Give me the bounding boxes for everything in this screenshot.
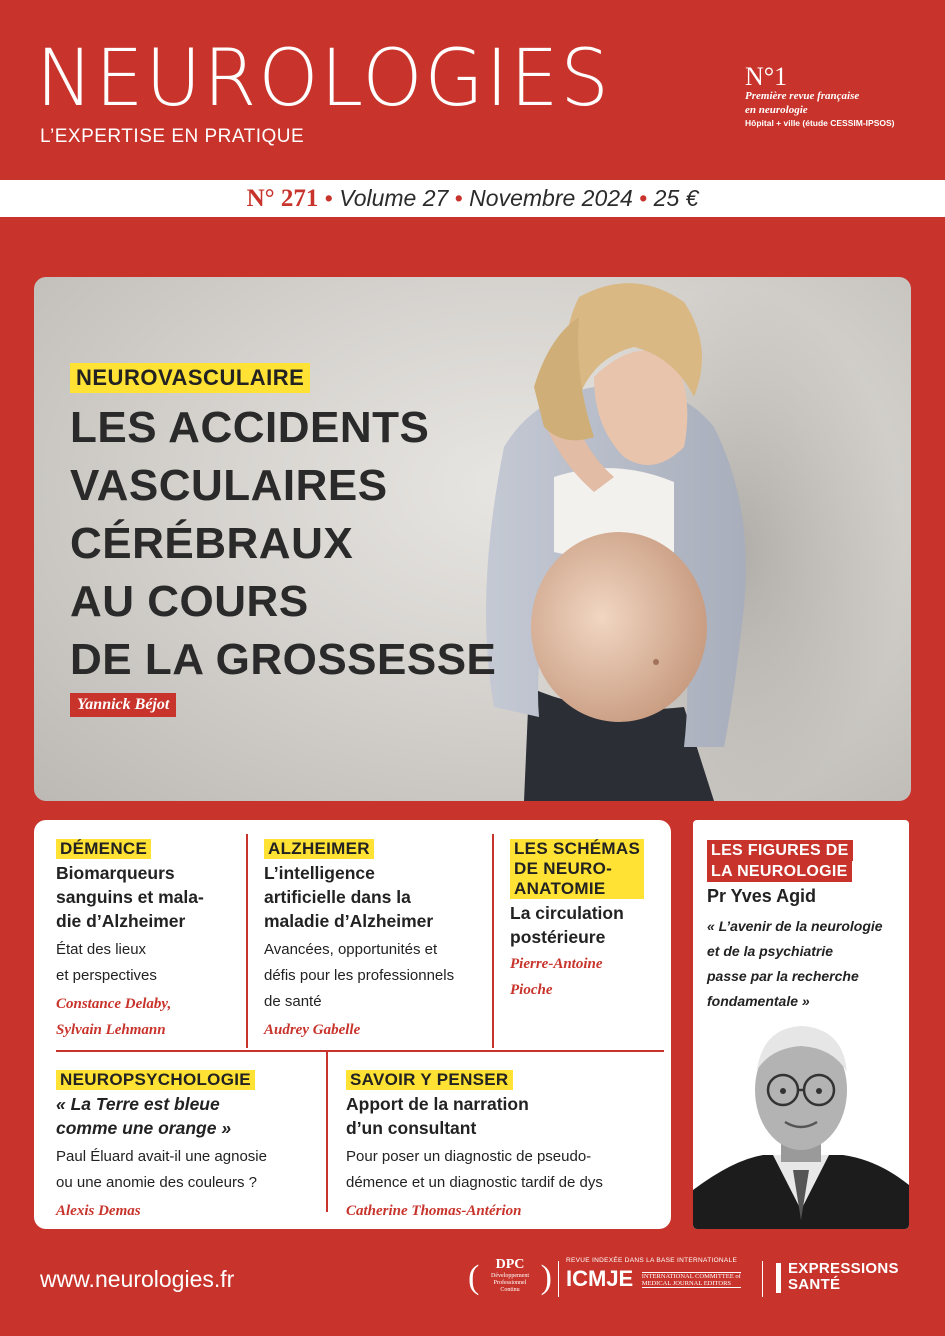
divider (762, 1261, 763, 1297)
title-line: La circulation (510, 903, 624, 923)
issue-volume: Volume 27 (339, 185, 449, 211)
issue-bar (0, 180, 945, 217)
description-line: Avancées, opportunités et (264, 941, 438, 958)
icmje-fullname (642, 1272, 741, 1288)
icmje-logo (566, 1257, 756, 1292)
divider (246, 834, 248, 1048)
headline-line: LES ACCIDENTS (70, 403, 430, 452)
divider (56, 1050, 664, 1052)
article-kicker (510, 839, 644, 899)
cover-story (34, 277, 911, 801)
title-line: d’un consultant (346, 1118, 477, 1138)
title-line: « La Terre est bleue (56, 1094, 220, 1114)
title-line: postérieure (510, 927, 606, 947)
publisher-line: EXPRESSIONS (788, 1260, 899, 1277)
author-line: Pioche (510, 982, 553, 998)
separator-dot: • (324, 185, 333, 211)
title-line: die d’Alzheimer (56, 911, 186, 931)
magazine-title: NEUROLOGIES (36, 34, 611, 124)
icmje-fullname-line: INTERNATIONAL COMMITTEE of (641, 1273, 741, 1280)
article-kicker: DÉMENCE (56, 839, 151, 859)
description-line: État des lieux (56, 941, 147, 958)
author-line: Alexis Demas (56, 1203, 141, 1219)
figures-panel (693, 820, 909, 1229)
publisher-line: SANTÉ (788, 1276, 841, 1293)
article-dementia (56, 839, 242, 1043)
figure-name: Pr Yves Agid (707, 886, 817, 906)
figures-kicker (707, 840, 853, 882)
publisher-logo (776, 1261, 899, 1293)
separator-dot: • (454, 185, 463, 211)
icmje-fullname-line: MEDICAL JOURNAL EDITORS (641, 1280, 732, 1287)
dpc-logo (470, 1257, 550, 1294)
dpc-sub: Développement (491, 1273, 529, 1279)
article-description (56, 1144, 322, 1196)
divider (326, 1052, 328, 1212)
article-neuropsychology (56, 1070, 322, 1224)
badge-line-3: Hôpital + ville (étude CESSIM-IPSOS) (745, 117, 895, 128)
dpc-sub: Professionnel (493, 1280, 527, 1286)
article-title (56, 861, 242, 933)
article-savoir-y-penser (346, 1070, 666, 1224)
article-author (346, 1198, 666, 1224)
dpc-label: DPC (495, 1257, 525, 1272)
article-description (56, 937, 242, 989)
quote-line: fondamentale » (707, 993, 810, 1009)
title-line: sanguins et mala- (56, 887, 204, 907)
icmje-wordmark: ICMJE (566, 1266, 634, 1291)
title-line: comme une orange » (56, 1118, 232, 1138)
description-line: ou une anomie des couleurs ? (56, 1174, 257, 1191)
article-author (56, 1198, 322, 1224)
title-line: artificielle dans la (264, 887, 411, 907)
author-line: Pierre-Antoine (510, 956, 603, 972)
author-line: Catherine Thomas-Antérion (346, 1203, 522, 1219)
footer-logos (470, 1255, 920, 1305)
article-alzheimer (264, 839, 490, 1043)
article-kicker: SAVOIR Y PENSER (346, 1070, 513, 1090)
paren-right-glyph: ) (540, 1259, 552, 1296)
quote-line: « L’avenir de la neurologie (707, 918, 883, 934)
ranking-badge (745, 64, 935, 129)
issue-price: 25 € (653, 185, 699, 211)
description-line: défis pour les professionnels (264, 967, 455, 984)
title-line: maladie d’Alzheimer (264, 911, 434, 931)
article-title (56, 1092, 322, 1140)
quote-line: et de la psychiatrie (707, 943, 834, 959)
description-line: de santé (264, 993, 322, 1010)
article-author (56, 991, 242, 1043)
dpc-sub: Continu (500, 1287, 520, 1293)
headline-line: DE LA GROSSESSE (70, 635, 497, 684)
badge-line-2: en neurologie (745, 103, 808, 116)
divider (492, 834, 494, 1048)
article-author (264, 1017, 490, 1043)
article-description (264, 937, 490, 1015)
magazine-tagline: L’EXPERTISE EN PRATIQUE (40, 126, 305, 147)
article-title (264, 861, 490, 933)
quote-line: passe par la recherche (707, 968, 859, 984)
headline-line: VASCULAIRES (70, 461, 388, 510)
masthead (0, 0, 945, 180)
issue-number: N° 271 (246, 185, 319, 212)
article-kicker: NEUROPSYCHOLOGIE (56, 1070, 255, 1090)
article-title (346, 1092, 666, 1140)
description-line: Paul Éluard avait-il une agnosie (56, 1148, 267, 1165)
badge-rank: N°1 (745, 62, 788, 91)
cover-story-author: Yannick Béjot (70, 693, 176, 717)
article-neuroanatomy (510, 839, 666, 1003)
issue-date: Novembre 2024 (469, 185, 633, 211)
paren-left-glyph: ( (468, 1259, 480, 1296)
cover-story-kicker: NEUROVASCULAIRE (70, 363, 310, 393)
cover-story-headline (70, 399, 496, 689)
website-url[interactable]: www.neurologies.fr (40, 1266, 235, 1292)
article-kicker: ALZHEIMER (264, 839, 374, 859)
article-title (510, 901, 666, 949)
kicker-line: DE NEURO- (514, 859, 613, 878)
description-line: et perspectives (56, 967, 157, 984)
divider (558, 1261, 559, 1297)
article-grid (34, 820, 671, 1229)
author-line: Sylvain Lehmann (56, 1022, 166, 1038)
figure-quote (707, 914, 905, 1014)
article-description (346, 1144, 666, 1196)
separator-dot: • (639, 185, 648, 211)
badge-line-1: Première revue française (745, 90, 860, 102)
author-line: Audrey Gabelle (264, 1022, 361, 1038)
title-line: Biomarqueurs (56, 863, 175, 883)
author-line: Constance Delaby, (56, 996, 172, 1012)
portrait-photo (693, 1010, 909, 1229)
title-line: L’intelligence (264, 863, 375, 883)
icmje-caption: REVUE INDEXÉE DANS LA BASE INTERNATIONALE (566, 1257, 738, 1264)
kicker-line: LA NEUROLOGIE (707, 861, 852, 882)
kicker-line: LES SCHÉMAS (514, 839, 641, 858)
title-line: Apport de la narration (346, 1094, 529, 1114)
description-line: Pour poser un diagnostic de pseudo- (346, 1148, 592, 1165)
article-author (510, 951, 666, 1003)
kicker-line: ANATOMIE (514, 879, 606, 898)
headline-line: AU COURS (70, 577, 309, 626)
kicker-line: LES FIGURES DE (707, 840, 853, 861)
headline-line: CÉRÉBRAUX (70, 519, 354, 568)
description-line: démence et un diagnostic tardif de dys (346, 1174, 603, 1191)
